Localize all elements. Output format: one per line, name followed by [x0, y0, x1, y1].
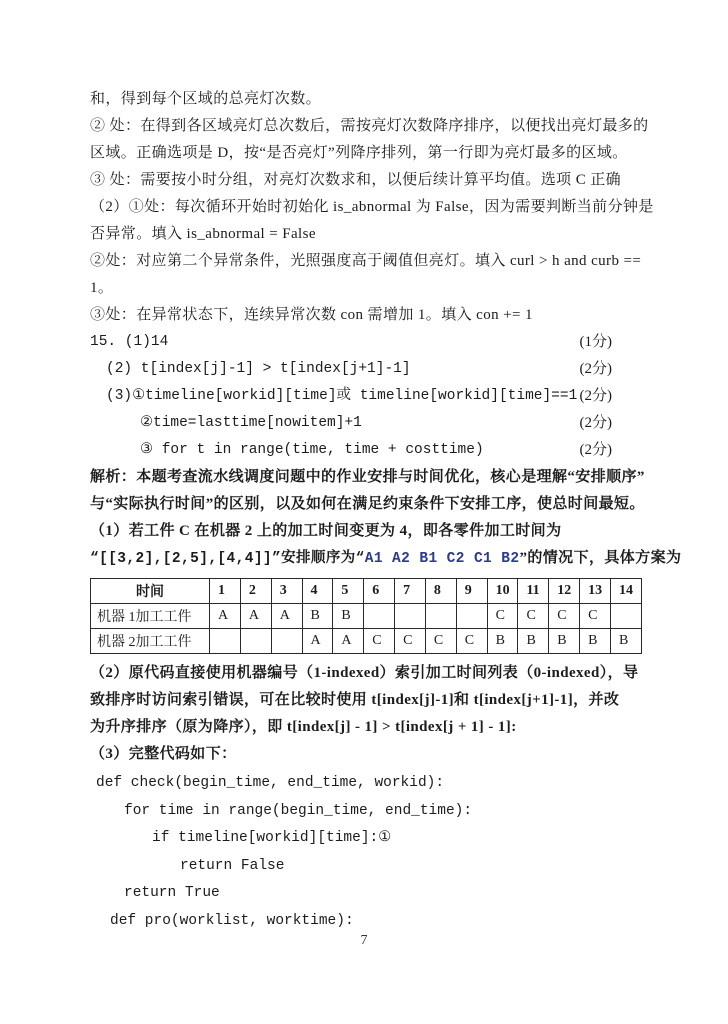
- table-cell: [610, 604, 641, 629]
- analysis-line: 致排序时访问索引错误，可在比较时使用 t[index[j]-1]和 t[index[j+1]-1]，并改: [90, 692, 620, 708]
- table-header-hour: 4: [302, 579, 333, 604]
- table-header-time: 时间: [91, 579, 210, 604]
- answer-score: (1分): [579, 334, 612, 350]
- table-header-hour: 8: [425, 579, 456, 604]
- analysis-line: 为升序排序（原为降序），即 t[index[j] - 1] > t[index[j + 1] - 1]:: [90, 719, 517, 735]
- table-cell: A: [271, 604, 302, 629]
- answer-text: 15. (1)14: [90, 334, 169, 350]
- table-cell: C: [425, 629, 456, 654]
- table-header-hour: 11: [518, 579, 549, 604]
- answer-text: (3)①timeline[workid][time]或 timeline[workid][time]==1: [106, 388, 578, 404]
- analysis-line: （1）若工件 C 在机器 2 上的加工时间变更为 4，即各零件加工时间为: [90, 523, 562, 539]
- analysis-line: （2）原代码直接使用机器编号（1-indexed）索引加工时间列表（0-indexed），导: [90, 665, 639, 681]
- table-cell: A: [333, 629, 364, 654]
- table-cell: A: [240, 604, 271, 629]
- answer-text: ③ for t in range(time, time + costtime): [140, 442, 484, 458]
- table-row: [91, 604, 642, 629]
- table-header-hour: 13: [580, 579, 611, 604]
- table-header-hour: 3: [271, 579, 302, 604]
- page-number: 7: [360, 933, 368, 948]
- schedule-order-line: [90, 545, 682, 573]
- table-header-hour: 14: [610, 579, 641, 604]
- table-header-hour: 5: [333, 579, 364, 604]
- answer-score: (2分): [579, 388, 612, 404]
- table-cell: [425, 604, 456, 629]
- code-line: def check(begin_time, end_time, workid):: [96, 775, 445, 791]
- table-header-row: [91, 579, 642, 604]
- table-cell: C: [395, 629, 426, 654]
- code-line: def pro(worklist, worktime):: [110, 912, 354, 929]
- table-cell: [210, 629, 241, 654]
- table-cell: A: [302, 629, 333, 654]
- body-text-line: 区域。正确选项是 D，按“是否亮灯”列降序排列，第一行即为亮灯最多的区域。: [90, 145, 628, 161]
- table-row: [91, 629, 642, 654]
- table-header-hour: 12: [549, 579, 580, 604]
- code-line: return True: [124, 885, 220, 901]
- table-cell: C: [487, 604, 518, 629]
- table-header-hour: 10: [487, 579, 518, 604]
- table-cell: C: [364, 629, 395, 654]
- answer-text: ②time=lasttime[nowitem]+1: [140, 415, 362, 431]
- body-text-line: ③ 处：需要按小时分组，对亮灯次数求和，以便后续计算平均值。选项 C 正确: [90, 172, 622, 188]
- schedule-order-highlight: A1 A2 B1 C2 C1 B2: [364, 551, 520, 567]
- schedule-table: [90, 578, 642, 654]
- table-cell: B: [302, 604, 333, 629]
- body-text-line: （2）①处：每次循环开始时初始化 is_abnormal 为 False，因为需要判断当前分钟是: [90, 199, 654, 215]
- table-cell: [364, 604, 395, 629]
- table-cell: C: [456, 629, 487, 654]
- body-text-line: ②处：对应第二个异常条件，光照强度高于阈值但亮灯。填入 curl > h and curb ==: [90, 253, 642, 269]
- table-cell: B: [487, 629, 518, 654]
- answer-score: (2分): [579, 361, 612, 377]
- body-text-line: ② 处：在得到各区域亮灯总次数后，需按亮灯次数降序排序，以便找出亮灯最多的: [90, 118, 649, 134]
- table-cell: [271, 629, 302, 654]
- table-row-label: 机器 2加工工件: [91, 629, 210, 654]
- analysis-section: [90, 464, 682, 573]
- table-row-label: 机器 1加工工件: [91, 604, 210, 629]
- table-header-hour: 9: [456, 579, 487, 604]
- table-cell: [456, 604, 487, 629]
- analysis-line: 解析：本题考查流水线调度问题中的作业安排与时间优化，核心是理解“安排顺序”: [90, 469, 645, 485]
- answer-line: [90, 383, 642, 410]
- table-cell: [240, 629, 271, 654]
- analysis-line: （3）完整代码如下：: [90, 746, 237, 762]
- answer-text: (2) t[index[j]-1] > t[index[j+1]-1]: [106, 361, 411, 377]
- table-header-hour: 1: [210, 579, 241, 604]
- code-block: [90, 770, 642, 935]
- answer-line: [90, 329, 642, 356]
- answer-line: [90, 437, 642, 464]
- table-cell: C: [549, 604, 580, 629]
- schedule-line-prefix: “[[3,2],[2,5],[4,4]]”安排顺序为“: [90, 551, 365, 567]
- table-header-hour: 6: [364, 579, 395, 604]
- page-content: [90, 86, 682, 935]
- body-text-line: 1。: [90, 280, 114, 296]
- code-line: if timeline[workid][time]:①: [152, 830, 392, 846]
- code-line: return False: [180, 857, 285, 874]
- analysis-line: 与“实际执行时间”的区别，以及如何在满足约束条件下安排工序，使总时间最短。: [90, 496, 645, 512]
- table-cell: C: [580, 604, 611, 629]
- table-cell: B: [333, 604, 364, 629]
- table-header-hour: 7: [395, 579, 426, 604]
- table-cell: B: [610, 629, 641, 654]
- code-line: for time in range(begin_time, end_time):: [124, 802, 473, 819]
- table-header-hour: 2: [240, 579, 271, 604]
- answer-line: [90, 410, 642, 437]
- answer-score: (2分): [579, 415, 612, 431]
- table-cell: B: [580, 629, 611, 654]
- table-cell: B: [549, 629, 580, 654]
- answer-line: [90, 356, 642, 383]
- schedule-line-suffix: ”的情况下，具体方案为: [519, 550, 682, 566]
- answer-score: (2分): [579, 442, 612, 458]
- body-text-line: 和，得到每个区域的总亮灯次数。: [90, 91, 322, 107]
- body-text-line: 否异常。填入 is_abnormal = False: [90, 226, 316, 242]
- table-cell: C: [518, 604, 549, 629]
- table-cell: [395, 604, 426, 629]
- body-text-line: ③处：在异常状态下，连续异常次数 con 需增加 1。填入 con += 1: [90, 307, 533, 323]
- table-cell: A: [210, 604, 241, 629]
- table-cell: B: [518, 629, 549, 654]
